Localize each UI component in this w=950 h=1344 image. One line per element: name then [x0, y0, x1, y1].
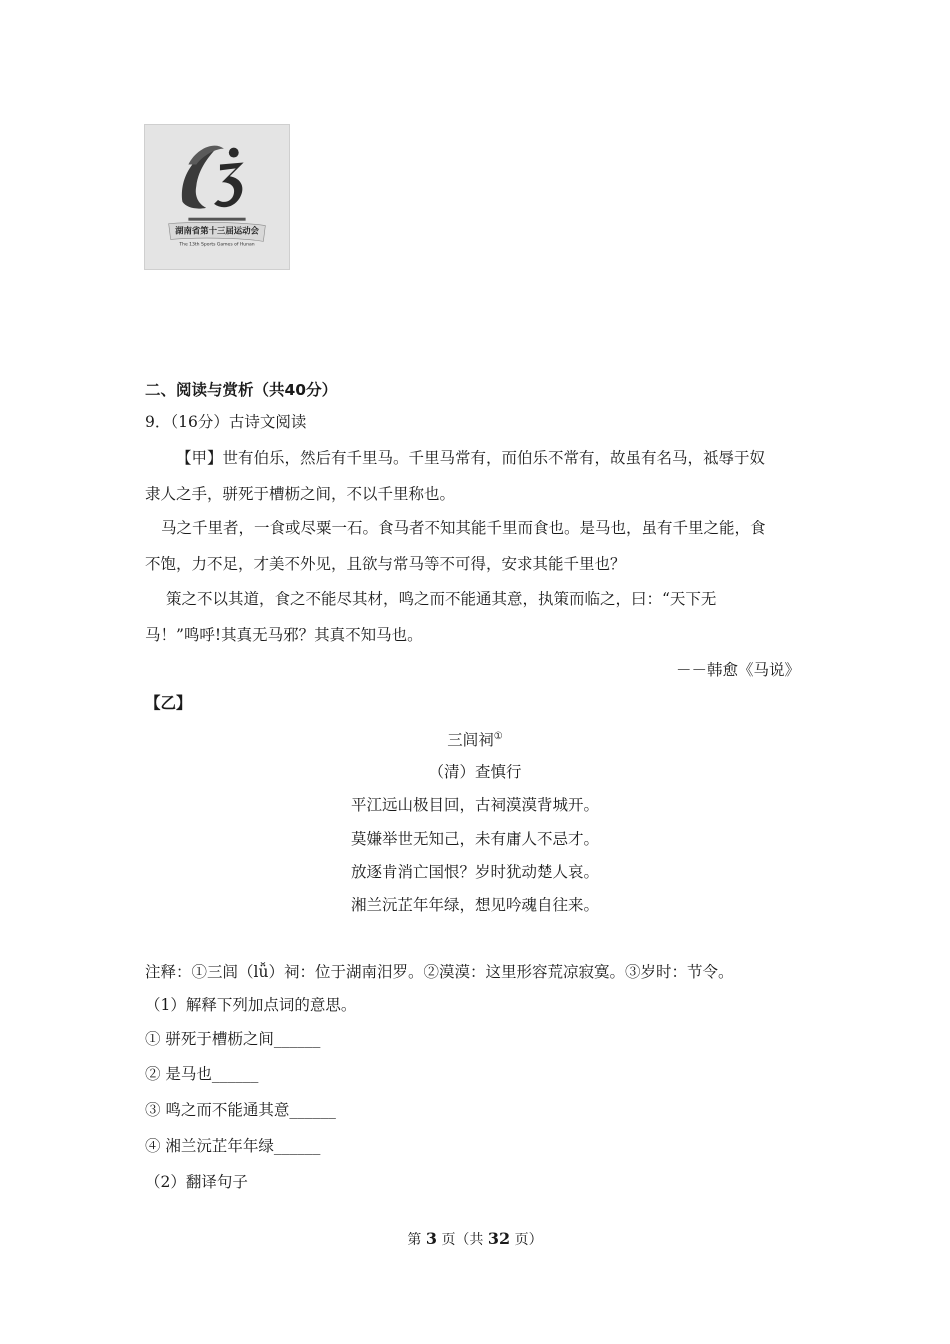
section-title: 二、阅读与赏析（共40分） [145, 381, 338, 399]
logo-chinese-name: 湖南省第十三届运动会 [175, 225, 259, 236]
poem-notes: 注释：①三闾（lǚ）祠：位于湖南汨罗。②漠漠：这里形容荒凉寂寞。③岁时：节令。 [145, 963, 734, 981]
poem-title: 三闾祠 [447, 731, 494, 750]
poem-line-4: 湘兰沅芷年年绿，想见吟魂自往来。 [350, 896, 599, 914]
poem-title-line [0, 727, 950, 750]
jia-paragraph-3-line-2: 马！”鸣呼!其真无马邪？其真不知马也。 [145, 626, 423, 644]
games-logo [144, 124, 290, 270]
poem-line-1: 平江远山极目回，古祠漠漠背城开。 [350, 796, 599, 814]
poem-line-2: 莫嫌举世无知己，未有庸人不忌才。 [350, 830, 599, 848]
poem-author: （清）查慎行 [428, 763, 522, 781]
sub-question-1-item-4: ④ 湘兰沅芷年年绿______ [145, 1137, 321, 1155]
jia-paragraph-1-line-1: 【甲】世有伯乐，然后有千里马。千里马常有，而伯乐不常有，故虽有名马，祗辱于奴 [176, 449, 766, 467]
jia-paragraph-1-line-2: 隶人之手，骈死于槽枥之间，不以千里称也。 [145, 485, 456, 503]
question-header: 9．（16分）古诗文阅读 [145, 413, 307, 431]
sub-question-2-prompt: （2）翻译句子 [145, 1173, 248, 1191]
footer-middle: 页（共 [441, 1232, 484, 1248]
poem-line-3: 放逐肯消亡国恨？岁时犹动楚人哀。 [350, 863, 599, 881]
sub-question-1-item-2: ② 是马也______ [145, 1065, 259, 1083]
footer-prefix: 第 [407, 1232, 422, 1248]
sub-question-1-prompt: （1）解释下列加点词的意思。 [145, 996, 357, 1014]
footer-total-pages: 32 [487, 1229, 511, 1248]
sub-question-1-item-3: ③ 鸣之而不能通其意______ [145, 1101, 336, 1119]
logo-english-name: The 13th Sports Games of Hunan [179, 242, 255, 248]
page-footer [0, 1229, 950, 1249]
footer-suffix: 页） [514, 1232, 543, 1248]
hunan-13th-games-emblem-icon [145, 125, 289, 269]
poem-title-note: ① [493, 731, 503, 742]
yi-label: 【乙】 [145, 693, 192, 712]
jia-paragraph-2-line-1: 马之千里者，一食或尽粟一石。食马者不知其能千里而食也。是马也，虽有千里之能，食 [161, 519, 766, 537]
jia-paragraph-3-line-1: 策之不以其道，食之不能尽其材，鸣之而不能通其意，执策而临之，曰：“天下无 [166, 590, 717, 608]
sub-question-1-item-1: ① 骈死于槽枥之间______ [145, 1030, 321, 1048]
jia-paragraph-2-line-2: 不饱，力不足，才美不外见，且欲与常马等不可得，安求其能千里也？ [145, 555, 626, 573]
jia-attribution: －－韩愈《马说》 [675, 661, 800, 679]
footer-page-number: 3 [425, 1229, 437, 1248]
